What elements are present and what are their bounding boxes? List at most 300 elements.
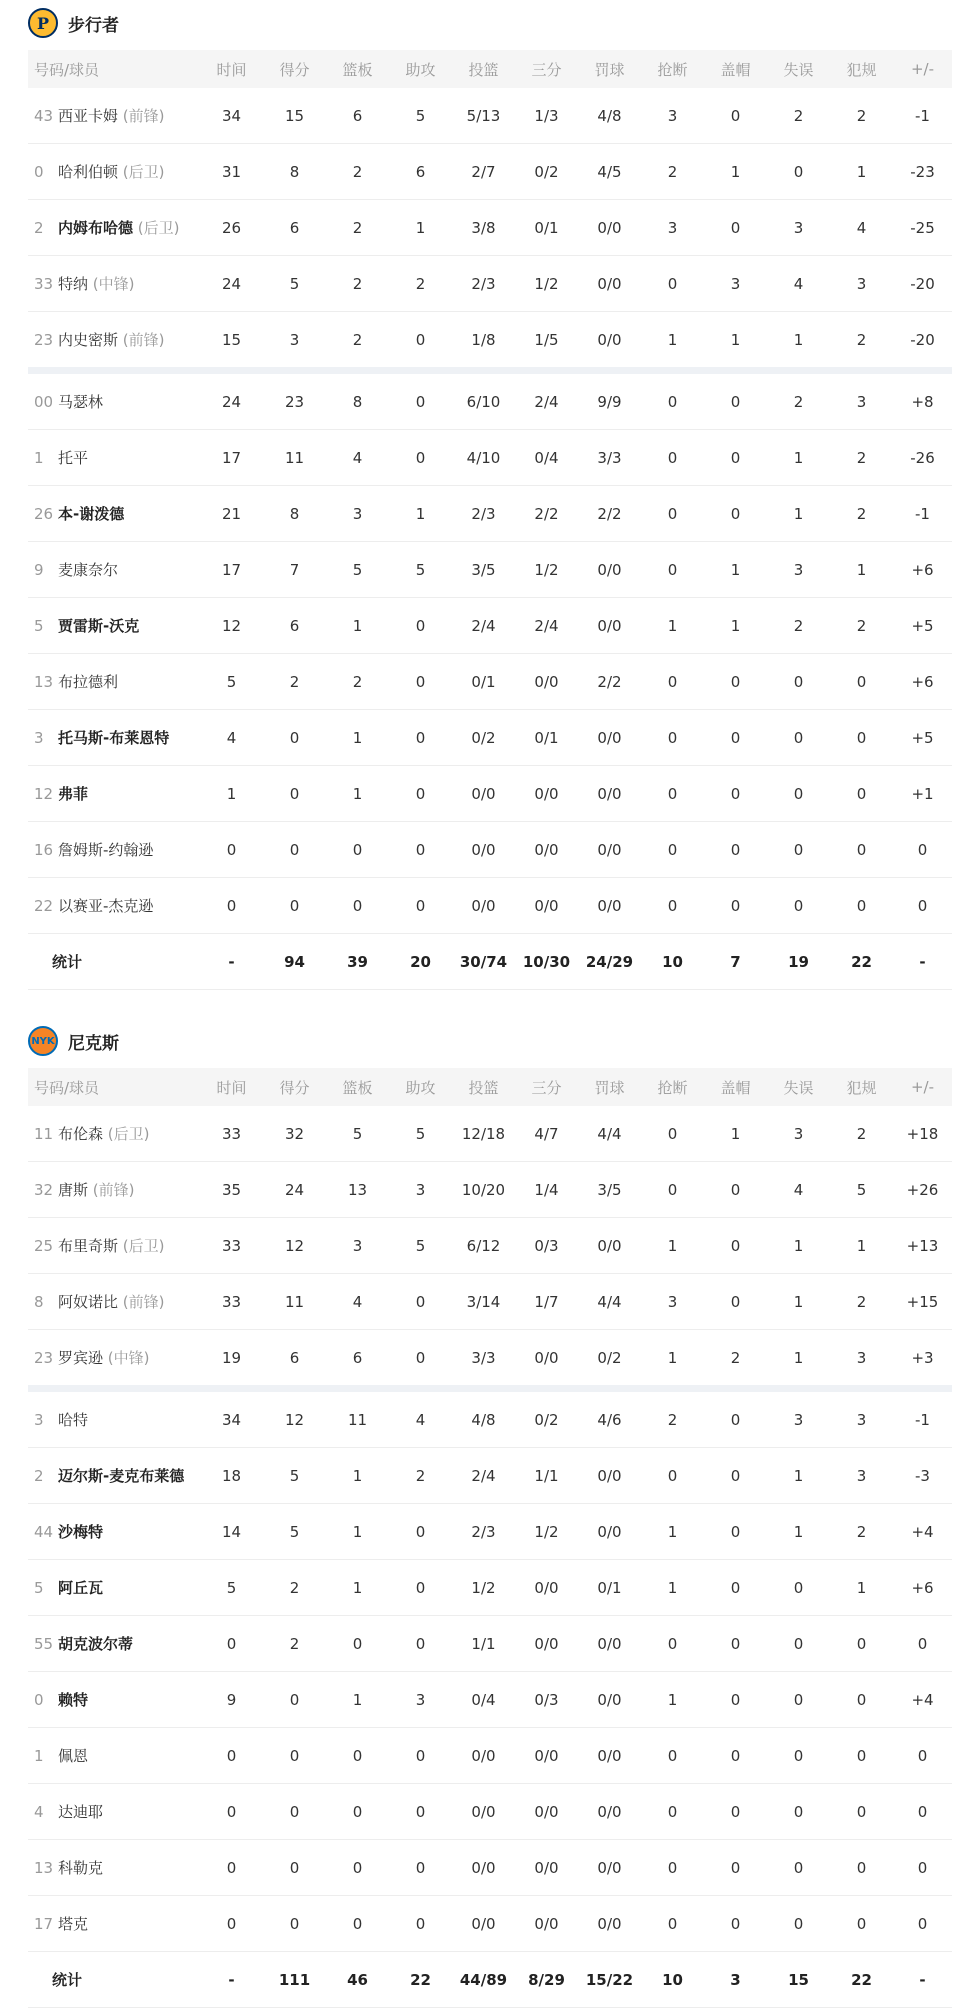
player-row[interactable] — [28, 1504, 952, 1560]
stat-plus-minus: +6 — [893, 542, 952, 598]
player-row[interactable] — [28, 766, 952, 822]
stat-blocks: 0 — [704, 430, 767, 486]
stat-points: 23 — [263, 371, 326, 430]
stat-steals: 0 — [641, 430, 704, 486]
total-label: 统计 — [28, 934, 200, 990]
stat-blocks: 1 — [704, 144, 767, 200]
player-name[interactable]: 布伦森 — [58, 1125, 104, 1143]
player-name[interactable]: 弗菲 — [58, 785, 89, 803]
col-header-fouls[interactable]: 犯规 — [830, 50, 893, 88]
player-cell[interactable] — [28, 1448, 200, 1504]
player-name[interactable]: 罗宾逊 — [58, 1349, 104, 1367]
player-row[interactable] — [28, 1616, 952, 1672]
stat-blocks: 1 — [704, 1106, 767, 1162]
stat-fg: 4/10 — [452, 430, 515, 486]
stat-rebounds: 0 — [326, 878, 389, 934]
player-rows — [28, 88, 952, 990]
stat-blocks: 0 — [704, 1274, 767, 1330]
stat-blocks: 0 — [704, 371, 767, 430]
total-fg: 44/89 — [452, 1952, 515, 2008]
stat-fouls: 1 — [830, 144, 893, 200]
stat-rebounds: 3 — [326, 486, 389, 542]
stat-points: 6 — [263, 1330, 326, 1389]
col-header-blocks[interactable]: 盖帽 — [704, 50, 767, 88]
jersey-number: 17 — [34, 1915, 54, 1933]
stat-time: 19 — [200, 1330, 263, 1389]
player-cell[interactable] — [28, 200, 200, 256]
player-row[interactable] — [28, 542, 952, 598]
stat-fg: 0/4 — [452, 1672, 515, 1728]
stat-steals: 2 — [641, 1389, 704, 1448]
stat-steals: 1 — [641, 1330, 704, 1389]
stat-3pt: 1/2 — [515, 542, 578, 598]
col-header-ft[interactable]: 罚球 — [578, 1068, 641, 1106]
stat-fouls: 0 — [830, 822, 893, 878]
player-name[interactable]: 麦康奈尔 — [58, 561, 119, 579]
player-cell[interactable] — [28, 312, 200, 371]
total-label: 统计 — [28, 1952, 200, 2008]
stat-steals: 2 — [641, 144, 704, 200]
stat-ft: 0/2 — [578, 1330, 641, 1389]
player-cell[interactable] — [28, 1616, 200, 1672]
stat-time: 33 — [200, 1274, 263, 1330]
jersey-number: 3 — [34, 729, 44, 747]
player-cell[interactable] — [28, 430, 200, 486]
stat-3pt: 0/2 — [515, 1389, 578, 1448]
col-header-steals[interactable]: 抢断 — [641, 1068, 704, 1106]
player-name[interactable]: 布拉德利 — [58, 673, 119, 691]
player-row[interactable] — [28, 144, 952, 200]
jersey-number: 43 — [34, 107, 54, 125]
stat-steals: 0 — [641, 1728, 704, 1784]
stat-fg: 1/1 — [452, 1616, 515, 1672]
stat-time: 9 — [200, 1672, 263, 1728]
total-fg: 30/74 — [452, 934, 515, 990]
team-name[interactable]: 尼克斯 — [68, 1033, 119, 1054]
jersey-number: 3 — [34, 1411, 44, 1429]
stat-plus-minus: +6 — [893, 1560, 952, 1616]
stat-plus-minus: +8 — [893, 371, 952, 430]
stat-rebounds: 0 — [326, 1616, 389, 1672]
player-cell[interactable] — [28, 1389, 200, 1448]
player-name[interactable]: 以赛亚-杰克逊 — [58, 897, 154, 915]
jersey-number: 2 — [34, 219, 44, 237]
col-header-assists[interactable]: 助攻 — [389, 1068, 452, 1106]
stat-3pt: 0/1 — [515, 200, 578, 256]
player-name[interactable]: 特纳 — [58, 275, 89, 293]
player-cell[interactable] — [28, 1504, 200, 1560]
stat-steals: 3 — [641, 88, 704, 144]
stat-plus-minus: 0 — [893, 1840, 952, 1896]
player-cell[interactable] — [28, 1672, 200, 1728]
player-row[interactable] — [28, 654, 952, 710]
player-name[interactable]: 哈利伯顿 — [58, 163, 119, 181]
jersey-number: 13 — [34, 673, 54, 691]
stat-time: 0 — [200, 1840, 263, 1896]
stat-turnovers: 3 — [767, 200, 830, 256]
player-name[interactable]: 内史密斯 — [58, 331, 119, 349]
pacers-logo-icon — [28, 8, 58, 38]
stat-points: 2 — [263, 1616, 326, 1672]
player-name[interactable]: 本-谢泼德 — [58, 505, 125, 523]
stat-points: 32 — [263, 1106, 326, 1162]
player-row[interactable] — [28, 598, 952, 654]
player-position: (前锋) — [122, 331, 165, 349]
player-row[interactable] — [28, 256, 952, 312]
stat-plus-minus: -26 — [893, 430, 952, 486]
stat-assists: 3 — [389, 1672, 452, 1728]
player-cell[interactable] — [28, 486, 200, 542]
logo-text: NYK — [31, 1035, 55, 1047]
stat-ft: 2/2 — [578, 654, 641, 710]
stat-blocks: 0 — [704, 1162, 767, 1218]
stat-ft: 0/0 — [578, 312, 641, 371]
player-row[interactable] — [28, 710, 952, 766]
stat-time: 24 — [200, 371, 263, 430]
jersey-number: 1 — [34, 449, 44, 467]
stat-blocks: 0 — [704, 1784, 767, 1840]
stat-blocks: 0 — [704, 1448, 767, 1504]
player-row[interactable] — [28, 1162, 952, 1218]
total-blocks: 7 — [704, 934, 767, 990]
stat-time: 21 — [200, 486, 263, 542]
logo-text: P — [36, 13, 50, 33]
stat-points: 0 — [263, 1672, 326, 1728]
stat-ft: 4/5 — [578, 144, 641, 200]
stat-points: 7 — [263, 542, 326, 598]
stat-3pt: 0/0 — [515, 1840, 578, 1896]
stat-ft: 0/0 — [578, 598, 641, 654]
stat-points: 11 — [263, 430, 326, 486]
stat-3pt: 0/0 — [515, 1784, 578, 1840]
stat-fg: 2/4 — [452, 1448, 515, 1504]
player-cell[interactable] — [28, 144, 200, 200]
stat-turnovers: 3 — [767, 1389, 830, 1448]
team-header — [28, 1026, 119, 1056]
stat-assists: 0 — [389, 1330, 452, 1389]
player-cell[interactable] — [28, 822, 200, 878]
col-header-blocks[interactable]: 盖帽 — [704, 1068, 767, 1106]
player-cell[interactable] — [28, 878, 200, 934]
total-rebounds: 39 — [326, 934, 389, 990]
stat-fouls: 5 — [830, 1162, 893, 1218]
player-name[interactable]: 哈特 — [58, 1411, 89, 1429]
jersey-number: 44 — [34, 1523, 54, 1541]
player-name[interactable]: 达迪耶 — [58, 1803, 104, 1821]
player-cell[interactable] — [28, 1784, 200, 1840]
stat-ft: 0/0 — [578, 1784, 641, 1840]
player-row[interactable] — [28, 1560, 952, 1616]
stat-turnovers: 0 — [767, 1840, 830, 1896]
total-steals: 10 — [641, 1952, 704, 2008]
player-cell[interactable] — [28, 1840, 200, 1896]
stat-time: 0 — [200, 1896, 263, 1952]
stat-time: 17 — [200, 542, 263, 598]
stat-blocks: 0 — [704, 1218, 767, 1274]
player-row[interactable] — [28, 878, 952, 934]
stat-3pt: 1/7 — [515, 1274, 578, 1330]
stat-blocks: 2 — [704, 1330, 767, 1389]
stat-ft: 0/0 — [578, 1616, 641, 1672]
col-header-points[interactable]: 得分 — [263, 50, 326, 88]
col-header-points[interactable]: 得分 — [263, 1068, 326, 1106]
player-name[interactable]: 西亚卡姆 — [58, 107, 119, 125]
total-row — [28, 1952, 952, 2008]
stat-blocks: 0 — [704, 1560, 767, 1616]
stat-steals: 0 — [641, 1162, 704, 1218]
col-header-time[interactable]: 时间 — [200, 1068, 263, 1106]
stat-points: 0 — [263, 1728, 326, 1784]
stat-fg: 10/20 — [452, 1162, 515, 1218]
stat-fouls: 0 — [830, 1728, 893, 1784]
stat-rebounds: 0 — [326, 822, 389, 878]
col-header-ft[interactable]: 罚球 — [578, 50, 641, 88]
player-name[interactable]: 马瑟林 — [58, 393, 104, 411]
total-fouls: 22 — [830, 934, 893, 990]
total-plus-minus: - — [893, 1952, 952, 2008]
stat-turnovers: 3 — [767, 1106, 830, 1162]
stat-points: 5 — [263, 1504, 326, 1560]
col-header-rebounds[interactable]: 篮板 — [326, 1068, 389, 1106]
stat-steals: 3 — [641, 200, 704, 256]
player-row[interactable] — [28, 1784, 952, 1840]
stat-fg: 0/0 — [452, 1840, 515, 1896]
player-name[interactable]: 沙梅特 — [58, 1523, 104, 1541]
stat-rebounds: 3 — [326, 1218, 389, 1274]
player-name[interactable]: 唐斯 — [58, 1181, 89, 1199]
stat-points: 2 — [263, 1560, 326, 1616]
stat-assists: 0 — [389, 371, 452, 430]
player-cell[interactable] — [28, 598, 200, 654]
header-row — [28, 50, 952, 88]
stat-fouls: 2 — [830, 598, 893, 654]
player-row[interactable] — [28, 1218, 952, 1274]
stat-points: 11 — [263, 1274, 326, 1330]
stat-turnovers: 0 — [767, 1896, 830, 1952]
stat-rebounds: 1 — [326, 710, 389, 766]
player-row[interactable] — [28, 1389, 952, 1448]
stat-steals: 0 — [641, 1896, 704, 1952]
stat-turnovers: 4 — [767, 1162, 830, 1218]
stat-blocks: 1 — [704, 542, 767, 598]
player-cell[interactable] — [28, 1728, 200, 1784]
player-name[interactable]: 赖特 — [58, 1691, 89, 1709]
stat-blocks: 0 — [704, 1728, 767, 1784]
stat-assists: 0 — [389, 598, 452, 654]
total-plus-minus: - — [893, 934, 952, 990]
stat-blocks: 0 — [704, 1672, 767, 1728]
stat-3pt: 0/2 — [515, 144, 578, 200]
player-cell[interactable] — [28, 766, 200, 822]
stat-fg: 3/14 — [452, 1274, 515, 1330]
total-3pt: 10/30 — [515, 934, 578, 990]
stat-rebounds: 1 — [326, 1504, 389, 1560]
stat-assists: 0 — [389, 822, 452, 878]
stat-rebounds: 2 — [326, 200, 389, 256]
player-row[interactable] — [28, 1728, 952, 1784]
player-position: (前锋) — [122, 1293, 165, 1311]
player-row[interactable] — [28, 1274, 952, 1330]
stat-turnovers: 0 — [767, 710, 830, 766]
col-header-steals[interactable]: 抢断 — [641, 50, 704, 88]
stat-turnovers: 0 — [767, 1560, 830, 1616]
stat-3pt: 0/3 — [515, 1672, 578, 1728]
player-row[interactable] — [28, 88, 952, 144]
col-header-fouls[interactable]: 犯规 — [830, 1068, 893, 1106]
stat-3pt: 1/2 — [515, 256, 578, 312]
stat-rebounds: 11 — [326, 1389, 389, 1448]
player-name[interactable]: 托平 — [58, 449, 89, 467]
player-cell[interactable] — [28, 1896, 200, 1952]
stat-fouls: 3 — [830, 1448, 893, 1504]
player-cell[interactable] — [28, 1330, 200, 1389]
stat-rebounds: 0 — [326, 1896, 389, 1952]
player-name[interactable]: 科勒克 — [58, 1859, 104, 1877]
player-name[interactable]: 贾雷斯-沃克 — [58, 617, 140, 635]
player-cell[interactable] — [28, 1162, 200, 1218]
stat-ft: 0/0 — [578, 878, 641, 934]
player-name[interactable]: 迈尔斯-麦克布莱德 — [58, 1467, 185, 1485]
stat-ft: 9/9 — [578, 371, 641, 430]
stat-ft: 0/0 — [578, 542, 641, 598]
stat-assists: 0 — [389, 710, 452, 766]
player-name[interactable]: 胡克波尔蒂 — [58, 1635, 134, 1653]
stat-time: 34 — [200, 1389, 263, 1448]
col-header-3pt[interactable]: 三分 — [515, 50, 578, 88]
stat-fouls: 1 — [830, 1560, 893, 1616]
player-name[interactable]: 阿奴诺比 — [58, 1293, 119, 1311]
player-cell[interactable] — [28, 542, 200, 598]
col-header-fg[interactable]: 投篮 — [452, 50, 515, 88]
col-header-rebounds[interactable]: 篮板 — [326, 50, 389, 88]
stat-plus-minus: -1 — [893, 486, 952, 542]
stat-time: 0 — [200, 1784, 263, 1840]
player-cell[interactable] — [28, 371, 200, 430]
col-header-fg[interactable]: 投篮 — [452, 1068, 515, 1106]
player-cell[interactable] — [28, 710, 200, 766]
player-cell[interactable] — [28, 1218, 200, 1274]
col-header-plus-minus[interactable]: +/- — [893, 1068, 952, 1106]
stat-blocks: 0 — [704, 822, 767, 878]
stat-points: 0 — [263, 1896, 326, 1952]
player-name[interactable]: 布里奇斯 — [58, 1237, 119, 1255]
stat-turnovers: 3 — [767, 542, 830, 598]
player-row[interactable] — [28, 1106, 952, 1162]
stat-time: 5 — [200, 1560, 263, 1616]
stat-3pt: 1/3 — [515, 88, 578, 144]
stat-plus-minus: -1 — [893, 88, 952, 144]
player-name[interactable]: 内姆布哈德 — [58, 219, 134, 237]
col-header-time[interactable]: 时间 — [200, 50, 263, 88]
player-name[interactable]: 詹姆斯-约翰逊 — [58, 841, 154, 859]
stat-turnovers: 2 — [767, 371, 830, 430]
stat-fouls: 2 — [830, 312, 893, 371]
stat-3pt: 2/4 — [515, 371, 578, 430]
stat-fg: 2/3 — [452, 1504, 515, 1560]
stat-plus-minus: -3 — [893, 1448, 952, 1504]
player-row[interactable] — [28, 200, 952, 256]
player-name[interactable]: 塔克 — [58, 1915, 89, 1933]
stat-time: 33 — [200, 1106, 263, 1162]
player-cell[interactable] — [28, 654, 200, 710]
col-header-player[interactable]: 号码/球员 — [28, 1068, 200, 1106]
player-row[interactable] — [28, 486, 952, 542]
stat-time: 33 — [200, 1218, 263, 1274]
stat-fouls: 0 — [830, 878, 893, 934]
jersey-number: 25 — [34, 1237, 54, 1255]
stat-time: 24 — [200, 256, 263, 312]
player-cell[interactable] — [28, 88, 200, 144]
player-row[interactable] — [28, 430, 952, 486]
jersey-number: 11 — [34, 1125, 54, 1143]
stat-fg: 0/0 — [452, 1896, 515, 1952]
stat-blocks: 3 — [704, 256, 767, 312]
col-header-turnovers[interactable]: 失误 — [767, 50, 830, 88]
player-row[interactable] — [28, 371, 952, 430]
stat-points: 5 — [263, 1448, 326, 1504]
stat-3pt: 2/2 — [515, 486, 578, 542]
stat-rebounds: 0 — [326, 1784, 389, 1840]
player-row[interactable] — [28, 312, 952, 371]
stat-ft: 3/5 — [578, 1162, 641, 1218]
player-position: (后卫) — [107, 1125, 150, 1143]
player-row[interactable] — [28, 1896, 952, 1952]
stat-blocks: 0 — [704, 88, 767, 144]
player-cell[interactable] — [28, 1106, 200, 1162]
stat-fg: 2/7 — [452, 144, 515, 200]
player-row[interactable] — [28, 1330, 952, 1389]
total-points: 94 — [263, 934, 326, 990]
player-cell[interactable] — [28, 1274, 200, 1330]
col-header-plus-minus[interactable]: +/- — [893, 50, 952, 88]
col-header-assists[interactable]: 助攻 — [389, 50, 452, 88]
player-name[interactable]: 托马斯-布莱恩特 — [58, 729, 170, 747]
stat-turnovers: 1 — [767, 1274, 830, 1330]
player-name[interactable]: 佩恩 — [58, 1747, 89, 1765]
col-header-3pt[interactable]: 三分 — [515, 1068, 578, 1106]
col-header-turnovers[interactable]: 失误 — [767, 1068, 830, 1106]
player-row[interactable] — [28, 1672, 952, 1728]
stat-blocks: 0 — [704, 486, 767, 542]
col-header-player[interactable]: 号码/球员 — [28, 50, 200, 88]
jersey-number: 5 — [34, 617, 44, 635]
stat-rebounds: 1 — [326, 766, 389, 822]
team-name[interactable]: 步行者 — [68, 15, 119, 36]
stat-blocks: 0 — [704, 654, 767, 710]
player-cell[interactable] — [28, 1560, 200, 1616]
stat-time: 0 — [200, 1728, 263, 1784]
stat-blocks: 0 — [704, 1840, 767, 1896]
stat-fouls: 0 — [830, 766, 893, 822]
stat-rebounds: 2 — [326, 312, 389, 371]
player-position: (后卫) — [122, 163, 165, 181]
header-row — [28, 1068, 952, 1106]
player-row[interactable] — [28, 822, 952, 878]
player-cell[interactable] — [28, 256, 200, 312]
player-row[interactable] — [28, 1448, 952, 1504]
player-row[interactable] — [28, 1840, 952, 1896]
stat-turnovers: 0 — [767, 822, 830, 878]
stat-assists: 0 — [389, 1274, 452, 1330]
stat-ft: 0/0 — [578, 766, 641, 822]
total-ft: 24/29 — [578, 934, 641, 990]
stat-points: 15 — [263, 88, 326, 144]
player-name[interactable]: 阿丘瓦 — [58, 1579, 104, 1597]
stat-points: 0 — [263, 822, 326, 878]
stat-plus-minus: 0 — [893, 1728, 952, 1784]
stat-points: 12 — [263, 1389, 326, 1448]
stat-turnovers: 1 — [767, 486, 830, 542]
